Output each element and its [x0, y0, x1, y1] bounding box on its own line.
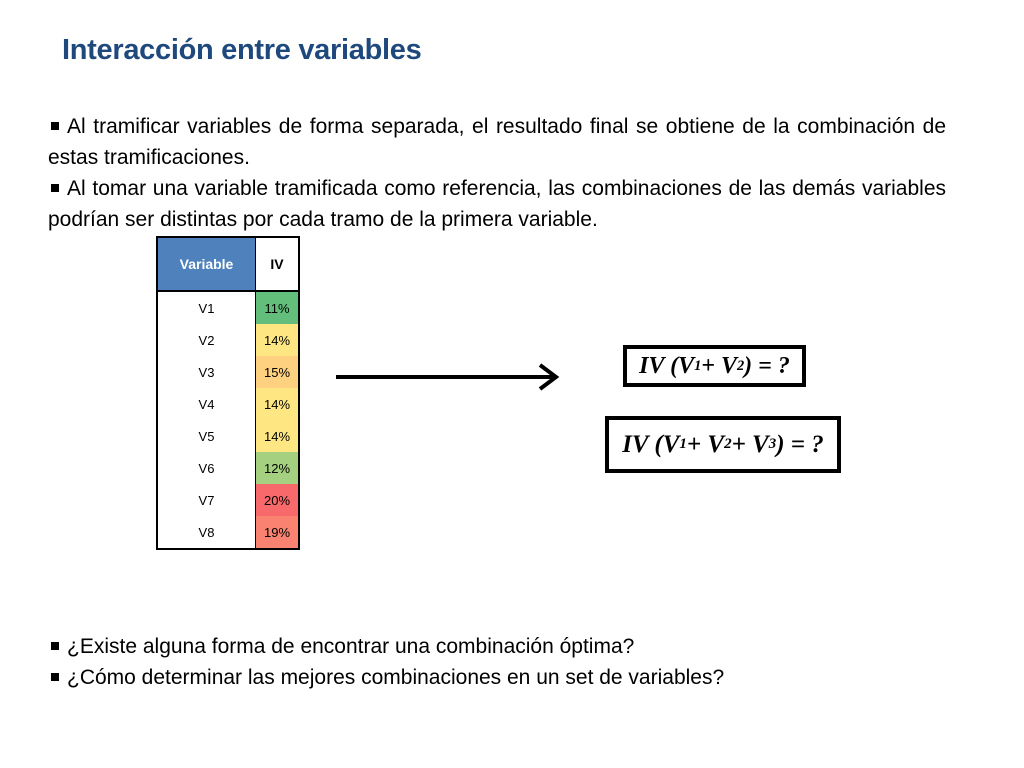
table-row: [157, 324, 299, 356]
formula-part: IV (V: [622, 430, 680, 458]
variable-cell: V8: [157, 516, 256, 549]
variable-cell: V3: [157, 356, 256, 388]
formula-subscript: 1: [679, 436, 687, 452]
variable-cell: V5: [157, 420, 256, 452]
table-row: [157, 388, 299, 420]
variable-cell: V4: [157, 388, 256, 420]
table-body: [157, 291, 299, 549]
formula-part: IV (V: [639, 352, 695, 379]
variable-cell: V1: [157, 291, 256, 324]
table-row: [157, 420, 299, 452]
right-arrow-icon: [334, 362, 564, 392]
variable-cell: V7: [157, 484, 256, 516]
square-bullet-icon: [51, 184, 59, 192]
iv-cell: 11%: [256, 291, 300, 324]
bullet-item: [48, 173, 946, 235]
bullet-text: ¿Cómo determinar las mejores combinaciones en un set de variables?: [67, 666, 725, 689]
variable-cell: V2: [157, 324, 256, 356]
formula-part: + V: [731, 430, 769, 458]
table-row: [157, 356, 299, 388]
header-iv: IV: [256, 237, 300, 291]
bottom-bullet-list: [48, 631, 946, 693]
formula-subscript: 2: [724, 436, 732, 452]
bullet-item: [48, 111, 946, 173]
formula-two-vars: [623, 345, 806, 387]
table-row: [157, 516, 299, 549]
formula-subscript: 2: [736, 357, 745, 374]
header-variable: Variable: [157, 237, 256, 291]
iv-cell: 12%: [256, 452, 300, 484]
formula-part: + V: [701, 352, 737, 379]
table-row: [157, 291, 299, 324]
variable-cell: V6: [157, 452, 256, 484]
table-row: [157, 484, 299, 516]
bullet-item: [48, 631, 946, 662]
iv-cell: 19%: [256, 516, 300, 549]
formula-subscript: 3: [768, 436, 777, 452]
table-header-row: [157, 237, 299, 291]
bullet-text: Al tramificar variables de forma separada, el resultado final se obtiene de la combinación de estas tramificaciones.: [48, 115, 946, 169]
table-row: [157, 452, 299, 484]
bullet-text: ¿Existe alguna forma de encontrar una combinación óptima?: [67, 635, 635, 658]
top-bullet-list: [48, 111, 946, 235]
square-bullet-icon: [51, 122, 59, 130]
formula-part: ) = ?: [744, 352, 790, 379]
formula-part: + V: [686, 430, 725, 458]
square-bullet-icon: [51, 642, 59, 650]
bullet-text: Al tomar una variable tramificada como referencia, las combinaciones de las demás variables podrían ser distintas por cada tramo de la primera variable.: [48, 177, 946, 231]
iv-cell: 14%: [256, 324, 300, 356]
iv-cell: 14%: [256, 420, 300, 452]
formula-part: ) = ?: [776, 430, 824, 458]
slide-title: Interacción entre variables: [62, 34, 422, 66]
iv-cell: 14%: [256, 388, 300, 420]
iv-cell: 15%: [256, 356, 300, 388]
iv-cell: 20%: [256, 484, 300, 516]
formula-subscript: 1: [694, 357, 702, 374]
square-bullet-icon: [51, 673, 59, 681]
formula-three-vars: [605, 416, 841, 473]
bullet-item: [48, 662, 946, 693]
iv-table: [156, 236, 300, 550]
